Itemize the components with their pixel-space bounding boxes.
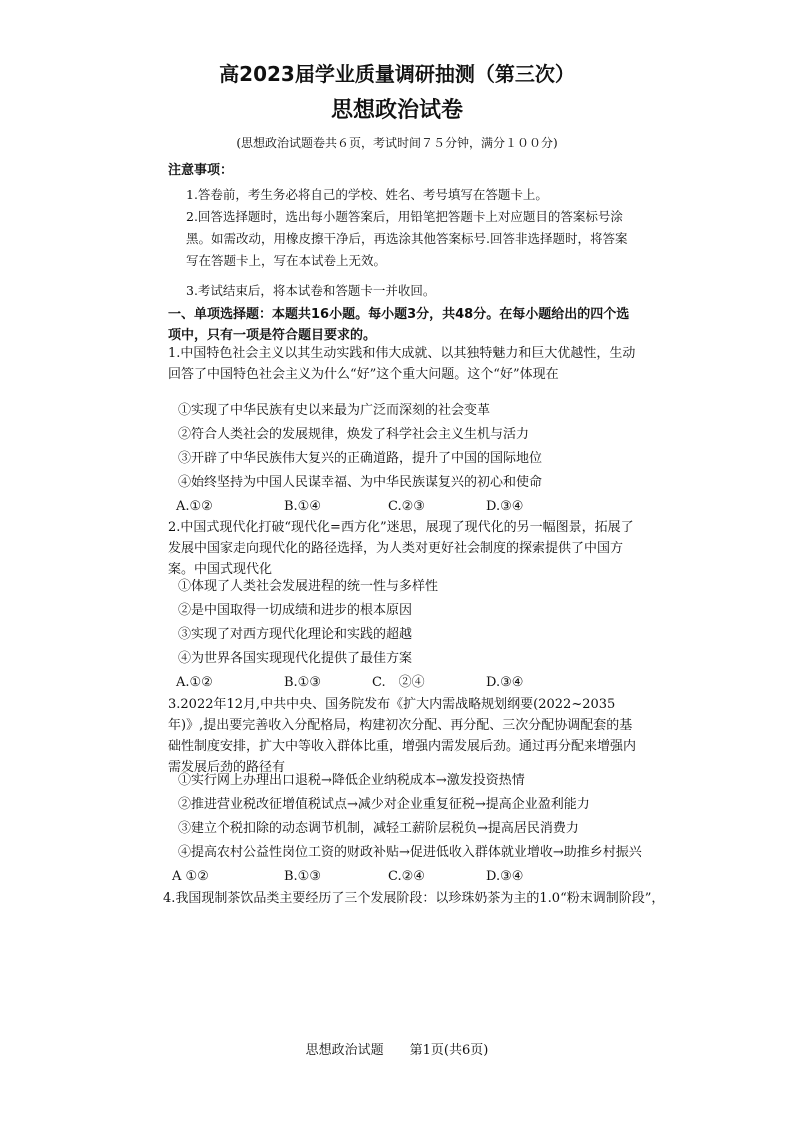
answer-choice: D.③④ xyxy=(486,675,524,690)
question-stem: 1.中国特色社会主义以其生动实践和伟大成就、以其独特魅力和巨大优越性，生动回答了中国特色社会主义为什么“好”这个重大问题。这个“好”体现在 xyxy=(168,346,636,382)
question-stem: 4.我国现制茶饮品类主要经历了三个发展阶段：以珍珠奶茶为主的1.0“粉末调制阶段”， xyxy=(163,891,665,906)
question-option: ④始终坚持为中国人民谋幸福、为中华民族谋复兴的初心和使命 xyxy=(178,475,543,490)
question-option: ②是中国取得一切成绩和进步的根本原因 xyxy=(178,603,413,618)
answer-choice: A.①② xyxy=(176,499,213,514)
question-stem: 3.2022年12月,中共中央、国务院发布《扩大内需战略规划纲要(2022~2035年)》,提出要完善收入分配格局，构建初次分配、再分配、三次分配协调配套的基础性制度安排，扩大中等收入群体比重，增强内需发展后劲。通过再分配来增强内需发展后劲的路径有 xyxy=(168,697,637,775)
question-option: ①体现了人类社会发展进程的统一性与多样性 xyxy=(178,579,439,594)
question-option: ①实现了中华民族有史以来最为广泛而深刻的社会变革 xyxy=(178,403,491,418)
question-option: ①实行网上办理出口退税→降低企业纳税成本→激发投资热情 xyxy=(178,773,525,788)
question-option: ④为世界各国实现现代化提供了最佳方案 xyxy=(178,651,413,666)
answer-choice: B.①③ xyxy=(284,869,321,884)
page-footer: 思想政治试题 第1页(共6页) xyxy=(305,1043,489,1058)
question-option: ③开辟了中华民族伟大复兴的正确道路，提升了中国的国际地位 xyxy=(178,451,543,466)
answer-choice: B.①④ xyxy=(284,499,321,514)
note-item: 1.答卷前，考生务必将自己的学校、姓名、考号填写在答题卡上。 xyxy=(186,187,548,202)
question-option: ②符合人类社会的发展规律，焕发了科学社会主义生机与活力 xyxy=(178,427,530,442)
answer-choice: D.③④ xyxy=(486,499,524,514)
question-option: ②推进营业税改征增值税试点→减少对企业重复征税→提高企业盈利能力 xyxy=(178,797,590,812)
notes-heading: 注意事项： xyxy=(168,163,234,178)
note-item: 2.回答选择题时，选出每小题答案后，用铅笔把答题卡上对应题目的答案标号涂黑。如需改动，用橡皮擦干净后，再选涂其他答案标号.回答非选择题时，将答案写在答题卡上，写在本试卷上无效。 xyxy=(186,209,628,268)
question-stem: 2.中国式现代化打破“现代化=西方化”迷思，展现了现代化的另一幅图景，拓展了发展中国家走向现代化的路径选择，为人类对更好社会制度的探索提供了中国方案。中国式现代化 xyxy=(168,520,634,577)
answer-choice: C.②③ xyxy=(388,499,425,514)
question-option: ③实现了对西方现代化理论和实践的超越 xyxy=(178,627,413,642)
answer-choice: B.①③ xyxy=(284,675,321,690)
paper-info: (思想政治试题卷共６页，考试时间７５分钟，满分１００分) xyxy=(236,136,558,150)
answer-choice: C. ②④ xyxy=(372,675,425,690)
answer-choices xyxy=(172,866,552,888)
answer-choice: A ①② xyxy=(172,869,209,884)
answer-choice: D.③④ xyxy=(486,869,524,884)
answer-choice: A.①② xyxy=(176,675,213,690)
exam-subtitle: 思想政治试卷 xyxy=(330,98,463,123)
note-item: 3.考试结束后，将本试卷和答题卡一并收回。 xyxy=(186,283,436,298)
answer-choice: C.②④ xyxy=(388,869,425,884)
answer-choices xyxy=(176,672,556,694)
section-heading: 一、单项选择题：本题共16小题。每小题3分，共48分。在每小题给出的四个选项中，只有一项是符合题目要求的。 xyxy=(168,307,630,343)
exam-title: 高2023届学业质量调研抽测（第三次） xyxy=(219,62,575,86)
answer-choices xyxy=(176,496,556,518)
question-option: ③建立个税扣除的动态调节机制，减轻工薪阶层税负→提高居民消费力 xyxy=(178,821,579,836)
notes-list xyxy=(186,184,634,302)
question-option: ④提高农村公益性岗位工资的财政补贴→促进低收入群体就业增收→助推乡村振兴 xyxy=(178,845,642,860)
